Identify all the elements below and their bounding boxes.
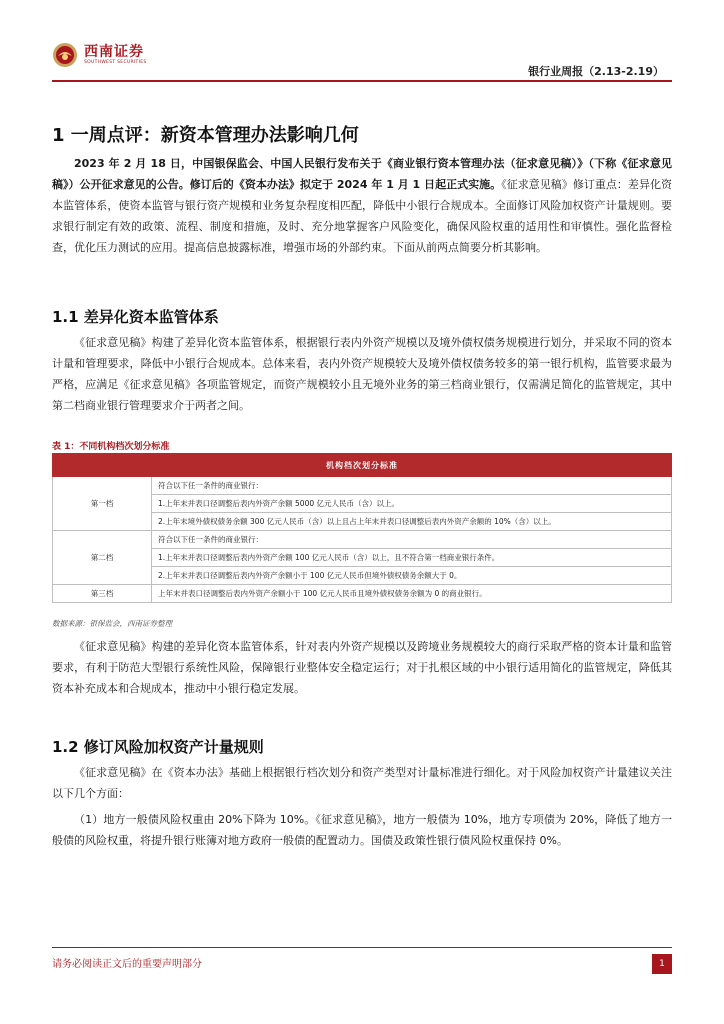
section-1-1-text-2: 《征求意见稿》构建的差异化资本监管体系，针对表内外资产规模以及跨境业务规模较大的商行采取严格的资本计量和监管要求，有利于防范大型银行系统性风险，保障银行业整体安全稳定运行；对于扎根区域的中小银行适用简化的监管规定，降低其资本补充成本和合规成本，推动中小银行稳定发展。 <box>52 640 672 695</box>
logo-cn-text: 西南证券 <box>84 44 144 60</box>
section-1-body-text: 《征求意见稿》修订重点：差异化资本监管体系，使资本监管与银行资产规模和业务复杂程度相匹配，降低中小银行合规成本。全面修订风险加权资产计量规则。要求银行制定有效的政策、流程、制度和措施，及时、充分地掌握客户风险变化，确保风险权重的适用性和审慎性。强化监督检查，优化压力测试的应用。提高信息披露标准，增强市场的外部约束。下面从前两点简要分析其影响。 <box>52 178 672 254</box>
company-logo <box>52 42 147 68</box>
footer-divider <box>52 947 672 948</box>
tier-cell: 符合以下任一条件的商业银行： <box>152 531 672 549</box>
tier-label: 第二档 <box>53 531 152 585</box>
tier-cell: 符合以下任一条件的商业银行： <box>152 477 672 495</box>
logo-emblem-icon <box>52 42 78 68</box>
report-title: 银行业周报（2.13-2.19） <box>528 65 664 78</box>
section-1-bold-text: 2023 年 2 月 18 日，中国银保监会、中国人民银行发布关于《商业银行资本管理办法（征求意见稿）》（下称《征求意见稿》）公开征求意见的公告。修订后的《资本办法》拟定于 2024 年 1 月 1 日起正式实施。 <box>52 157 672 191</box>
table-source: 数据来源：银保监会，西南证券整理 <box>52 619 172 628</box>
section-1-2-text-2: （1）地方一般债风险权重由 20%下降为 10%。《征求意见稿》，地方一般债为 10%，地方专项债为 20%，降低了地方一般债的风险权重，将提升银行账簿对地方政府一般债的配置动力。国债及政策性银行债风险权重保持 0%。 <box>52 813 672 847</box>
table-title: 表 1：不同机构档次划分标准 <box>52 442 170 452</box>
section-1-1-text: 《征求意见稿》构建了差异化资本监管体系，根据银行表内外资产规模以及境外债权债务规模进行划分，并采取不同的资本计量和管理要求，降低中小银行合规成本。总体来看，表内外资产规模较大及境外债权债务较多的第一银行机构，监管要求最为严格，应满足《征求意见稿》各项监管规定，而资产规模较小且无境外业务的第三档商业银行，仅需满足简化的监管规定，其中第二档商业银行管理要求介于两者之间。 <box>52 336 672 412</box>
section-1-1-paragraph <box>52 332 672 416</box>
tier-cell: 1.上年末并表口径调整后表内外资产余额 5000 亿元人民币（含）以上。 <box>152 495 672 513</box>
section-1-2-text: 《征求意见稿》在《资本办法》基础上根据银行档次划分和资产类型对计量标准进行细化。对于风险加权资产计量建议关注以下几个方面： <box>52 766 672 800</box>
tier-cell: 2.上年末境外债权债务余额 300 亿元人民币（含）以上且占上年末并表口径调整后表内外资产余额的 10%（含）以上。 <box>152 513 672 531</box>
section-1-heading: 1 一周点评：新资本管理办法影响几何 <box>52 125 359 146</box>
section-1-1-heading: 1.1 差异化资本监管体系 <box>52 308 219 326</box>
table-header: 机构档次划分标准 <box>53 454 672 477</box>
section-1-2-paragraph <box>52 762 672 804</box>
section-1-2-heading: 1.2 修订风险加权资产计量规则 <box>52 738 264 756</box>
tier-label: 第三档 <box>53 585 152 603</box>
table-row <box>53 531 672 549</box>
section-1-1-paragraph-2 <box>52 636 672 699</box>
header-divider <box>52 80 672 82</box>
tier-label: 第一档 <box>53 477 152 531</box>
logo-en-text: SOUTHWEST SECURITIES <box>84 60 147 65</box>
section-1-paragraph <box>52 153 672 258</box>
tier-cell: 上年末并表口径调整后表内外资产余额小于 100 亿元人民币且境外债权债务余额为 0 的商业银行。 <box>152 585 672 603</box>
table-row <box>53 477 672 495</box>
tier-cell: 2.上年末并表口径调整后表内外资产余额小于 100 亿元人民币但境外债权债务余额大于 0。 <box>152 567 672 585</box>
table-row <box>53 585 672 603</box>
page-number: 1 <box>652 954 672 974</box>
footer-disclaimer: 请务必阅读正文后的重要声明部分 <box>52 959 202 970</box>
tier-cell: 1.上年末并表口径调整后表内外资产余额 100 亿元人民币（含）以上，且不符合第一档商业银行条件。 <box>152 549 672 567</box>
tier-table <box>52 453 672 603</box>
section-1-2-paragraph-2 <box>52 809 672 851</box>
